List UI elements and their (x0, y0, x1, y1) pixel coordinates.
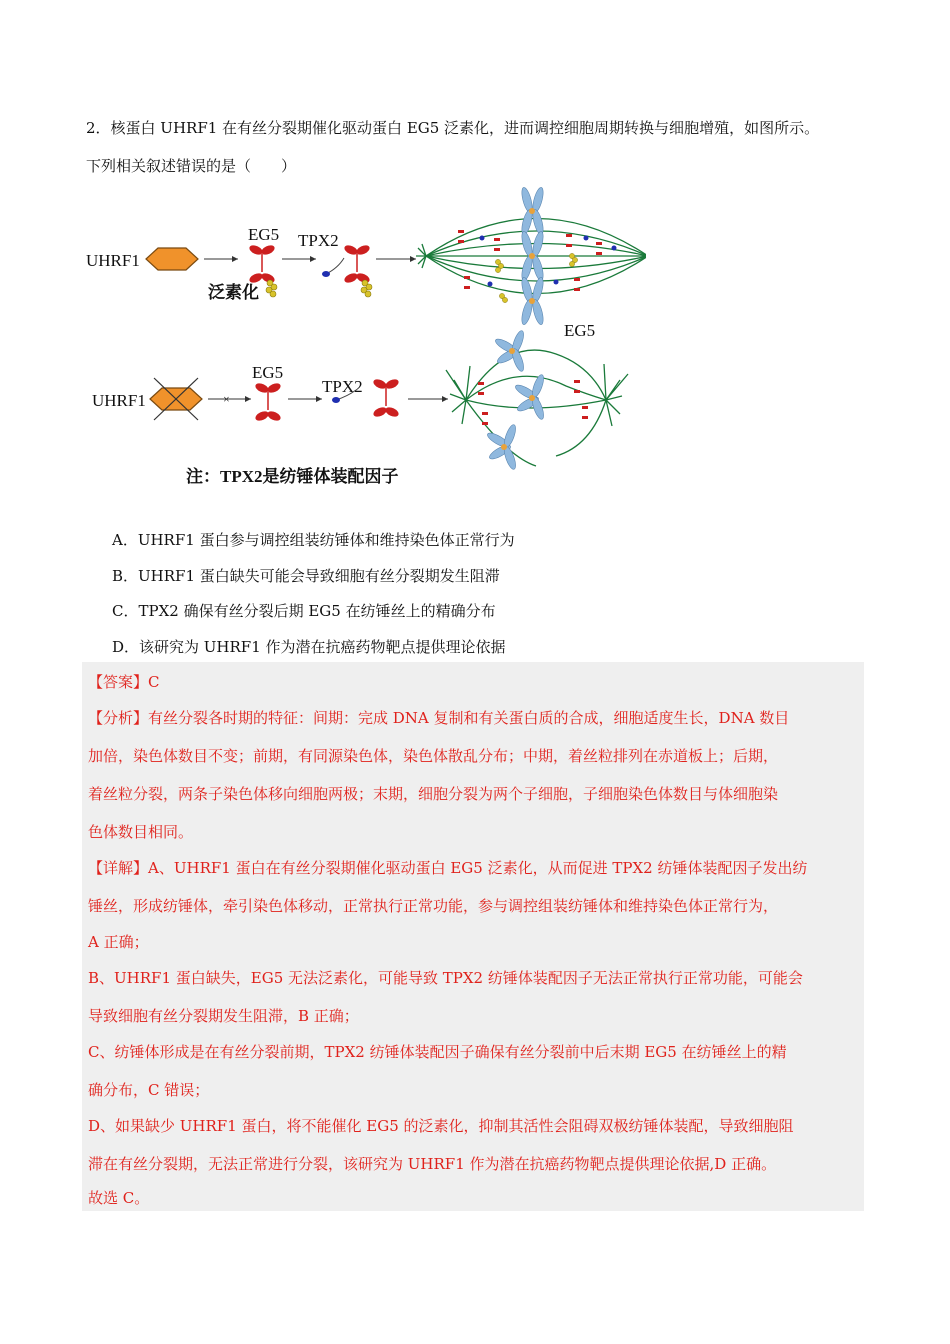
question-line-2: 下列相关叙述错误的是（ ） (86, 157, 297, 175)
fig-ubiquitination-label: 泛素化 (208, 283, 259, 302)
fig-top-uhrf1-label: UHRF1 (86, 251, 140, 270)
analysis-label: 【分析】 (88, 709, 149, 727)
detail-line-3: A 正确； (88, 933, 149, 951)
ubiquitin-chain-icon (266, 280, 277, 297)
detail-line-7: 确分布，C 错误； (88, 1081, 210, 1099)
fig-note: 注：TPX2是纺锤体装配因子 (186, 467, 399, 486)
blocked-arrow-mark: × (223, 392, 230, 406)
detail-line-4: B、UHRF1 蛋白缺失，EG5 无法泛素化，可能导致 TPX2 纺锤体装配因子无法正常执行正常功能，可能会 (88, 969, 803, 987)
fig-top-tpx2-label: TPX2 (298, 231, 339, 250)
option-c: C．TPX2 确保有丝分裂后期 EG5 在纺锤丝上的精确分布 (112, 602, 496, 620)
analysis-line-1 (88, 708, 789, 728)
question-line-1: 2．核蛋白 UHRF1 在有丝分裂期催化驱动蛋白 EG5 泛素化，进而调控细胞周期转换与细胞增殖，如图所示。 (86, 119, 820, 137)
answer-value: C (148, 673, 160, 691)
answer-line (88, 672, 160, 692)
fig-bottom-eg5-label: EG5 (252, 363, 284, 382)
detail-line-10: 故选 C。 (88, 1189, 150, 1207)
detail-label: 【详解】 (88, 859, 149, 877)
analysis-line-3: 着丝粒分裂，两条子染色体移向细胞两极；末期，细胞分裂为两个子细胞，子细胞染色体数目与体细胞染 (88, 785, 779, 803)
fig-top-eg5-label: EG5 (248, 225, 280, 244)
detail-line-1 (88, 858, 807, 878)
analysis-line-2: 加倍，染色体数目不变；前期，有同源染色体，染色体散乱分布；中期，着丝粒排列在赤道板上；后期， (88, 747, 779, 765)
detail-line-9: 滞在有丝分裂期，无法正常进行分裂，该研究为 UHRF1 作为潜在抗癌药物靶点提供理论依据,D 正确。 (88, 1155, 777, 1173)
detail-line-5: 导致细胞有丝分裂期发生阻滞，B 正确； (88, 1007, 359, 1025)
tpx2-eg5-complex-icon (322, 243, 372, 297)
eg5-unmodified-icon (254, 381, 282, 422)
option-b: B．UHRF1 蛋白缺失可能会导致细胞有丝分裂期发生阻滞 (112, 567, 500, 585)
fig-bottom-tpx2-label: TPX2 (322, 377, 363, 396)
detail-line-6: C、纺锤体形成是在有丝分裂前期，TPX2 纺锤体装配因子确保有丝分裂前中后末期 EG5 在纺锤丝上的精 (88, 1043, 787, 1061)
detail-text-1: A、UHRF1 蛋白在有丝分裂期催化驱动蛋白 EG5 泛素化，从而促进 TPX2 纺锤体装配因子发出纺 (148, 859, 808, 877)
detail-line-8: D、如果缺少 UHRF1 蛋白，将不能催化 EG5 的泛素化，抑制其活性会阻碍双极纺锤体装配，导致细胞阻 (88, 1117, 794, 1135)
analysis-line-4: 色体数目相同。 (88, 823, 194, 841)
eg5-motor-icon (248, 243, 276, 284)
detail-line-2: 锤丝，形成纺锤体，牵引染色体移动，正常执行正常功能，参与调控组装纺锤体和维持染色体正常行为， (88, 897, 779, 915)
mechanism-figure (86, 186, 646, 496)
uhrf1-hexagon-icon (146, 248, 198, 270)
option-a: A．UHRF1 蛋白参与调控组装纺锤体和维持染色体正常行为 (112, 531, 515, 549)
fig-spindle-eg5-label: EG5 (564, 321, 596, 340)
analysis-text-1: 有丝分裂各时期的特征：间期：完成 DNA 复制和有关蛋白质的合成，细胞适度生长，DNA 数目 (148, 709, 790, 727)
fig-bottom-uhrf1-label: UHRF1 (92, 391, 146, 410)
answer-label: 【答案】 (88, 673, 149, 691)
option-d: D．该研究为 UHRF1 作为潜在抗癌药物靶点提供理论依据 (112, 638, 506, 656)
